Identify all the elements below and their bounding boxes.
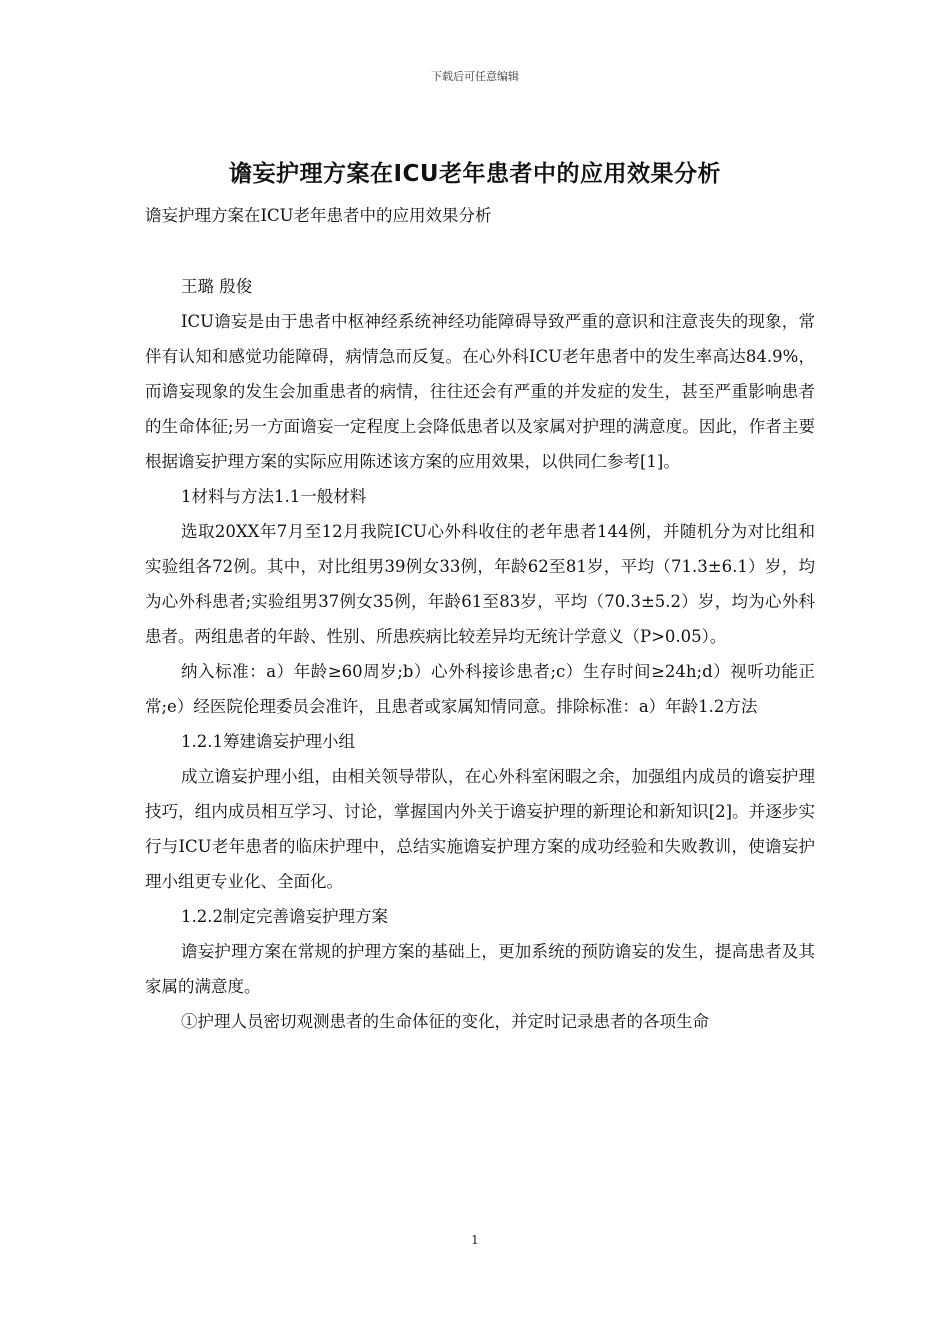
paragraph-subjects: 选取20XX年7月至12月我院ICU心外科收住的老年患者144例，并随机分为对比组和实验组各72例。其中，对比组男39例女33例，年龄62至81岁，平均（71.3±6.1）岁，均为心外科患者;实验组男37例女35例，年龄61至83岁，平均（70.3±5.2）岁，均为心外科患者。两组患者的年龄、性别、所患疾病比较差异均无统计学意义（P>0.05）。 xyxy=(145,522,815,646)
paragraph-criteria: 纳入标准：a）年龄≥60周岁;b）心外科接诊患者;c）生存时间≥24h;d）视听功能正常;e）经医院伦理委员会准许，且患者或家属知情同意。排除标准：a）年龄1.2方法 xyxy=(145,662,815,716)
section-heading-materials: 1材料与方法1.1一般材料 xyxy=(181,487,367,506)
spacer xyxy=(145,233,815,269)
paragraph-intro: ICU谵妄是由于患者中枢神经系统神经功能障碍导致严重的意识和注意丧失的现象，常伴有认知和感觉功能障碍，病情急而反复。在心外科ICU老年患者中的发生率高达84.9%，而谵妄现象的发生会加重患者的病情，往往还会有严重的并发症的发生，甚至严重影响患者的生命体征;另一方面谵妄一定程度上会降低患者以及家属对护理的满意度。因此，作者主要根据谵妄护理方案的实际应用陈述该方案的应用效果，以供同仁参考[1]。 xyxy=(145,312,815,471)
header-note: 下载后可任意编辑 xyxy=(431,70,519,83)
paragraph-item-1: ①护理人员密切观测患者的生命体征的变化，并定时记录患者的各项生命 xyxy=(181,1012,709,1031)
authors-line: 王璐 殷俊 xyxy=(181,277,253,296)
document-title: 谵妄护理方案在ICU老年患者中的应用效果分析 xyxy=(228,161,722,187)
paragraph-team: 成立谵妄护理小组，由相关领导带队，在心外科室闲暇之余，加强组内成员的谵妄护理技巧，组内成员相互学习、讨论，掌握国内外关于谵妄护理的新理论和新知识[2]。并逐步实行与ICU老年患者的临床护理中，总结实施谵妄护理方案的成功经验和失败教训，使谵妄护理小组更专业化、全面化。 xyxy=(145,767,815,891)
paragraph-plan: 谵妄护理方案在常规的护理方案的基础上，更加系统的预防谵妄的发生，提高患者及其家属的满意度。 xyxy=(145,942,815,996)
document-body xyxy=(145,198,815,1039)
document-subtitle: 谵妄护理方案在ICU老年患者中的应用效果分析 xyxy=(145,206,492,225)
section-heading-team: 1.2.1筹建谵妄护理小组 xyxy=(181,732,355,751)
section-heading-plan: 1.2.2制定完善谵妄护理方案 xyxy=(181,907,388,926)
page-number: 1 xyxy=(471,1233,479,1247)
